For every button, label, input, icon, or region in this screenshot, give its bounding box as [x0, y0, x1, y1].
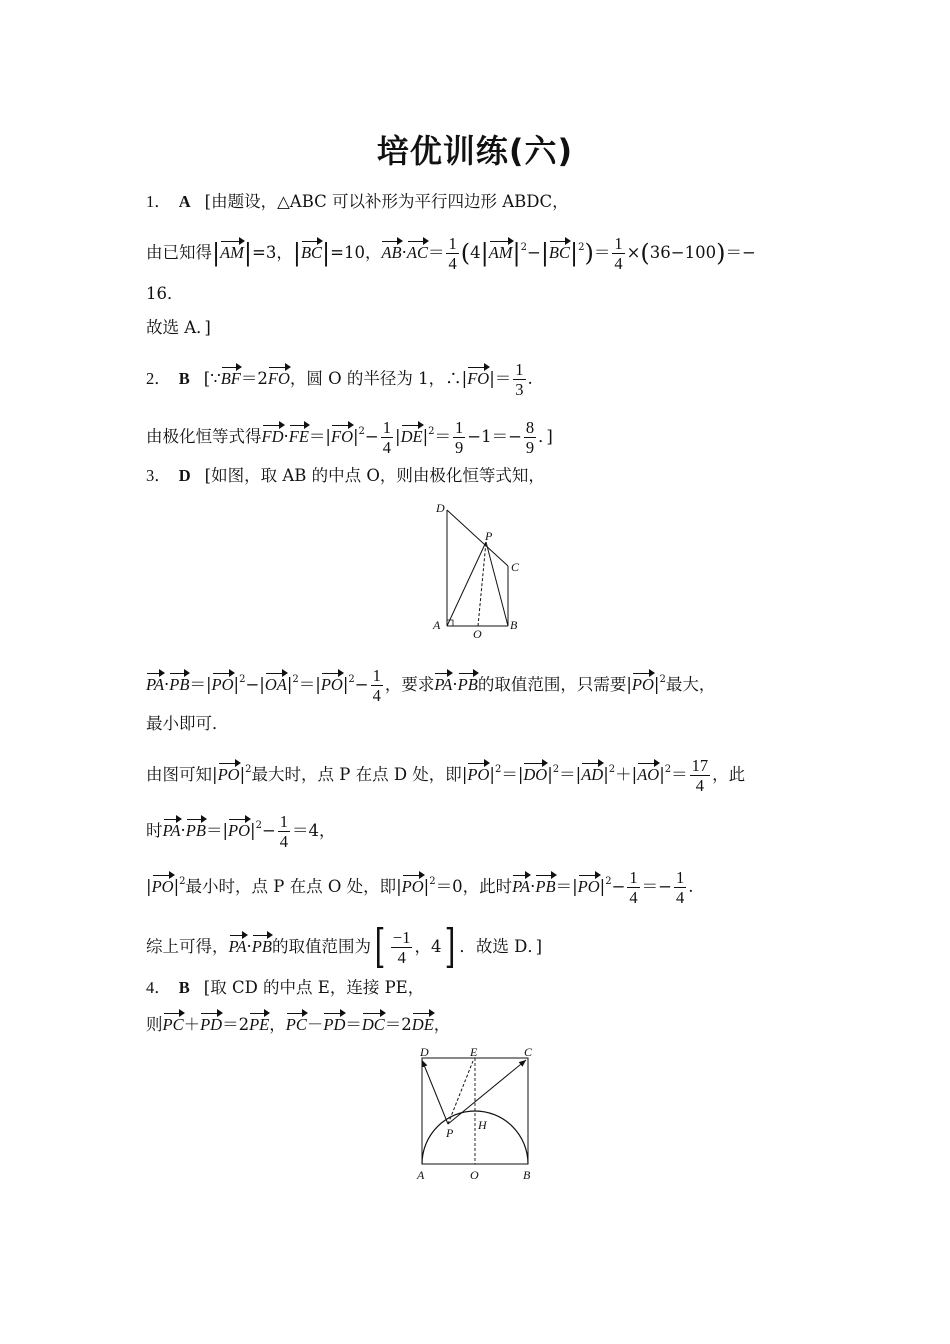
q3-text-2a: ，要求 — [384, 675, 435, 694]
q3-label-d: D — [436, 501, 445, 515]
q3-label-a: A — [433, 618, 441, 632]
q4-label-b: B — [523, 1168, 531, 1182]
q3-text-5b: ＝4， — [292, 821, 336, 840]
q4-text-2a: 则 — [146, 1015, 163, 1034]
q1-line-3: 16． — [146, 284, 184, 303]
q3-text-4b: 最大时，点 P 在点 D 处，即 — [251, 765, 462, 784]
q4-label-o: O — [470, 1168, 479, 1182]
q4-figure — [410, 1046, 540, 1188]
q1-line-4: 故选 A．] — [146, 318, 211, 337]
q2-text-1: 圆 O 的半径为 1，∴ — [306, 369, 462, 388]
q1-line-1 — [146, 190, 569, 214]
q2-number: 2． — [146, 369, 171, 388]
q1-line-2: 由已知得|AM|=3，|BC|=10，AB·AC＝ $\frac{1}{4}$ $(4|AM|^2-|BC|^2)=$ $\frac{1}{4}$ ×(36−100)＝− — [146, 234, 756, 273]
q3-line-6: $|PO|^2$最小时，点 P 在点 O 处，即$|PO|^2=0$，此时$PA\cdot PB=|PO|^2-$ $\frac{1}{4}$ ＝− $\frac{1}{4}$ . — [146, 868, 694, 907]
q3-figure — [426, 498, 526, 642]
q4-label-c: C — [524, 1046, 533, 1059]
q3-text-5a: 时 — [146, 821, 163, 840]
q3-line-5: 时$PA\cdot PB=|PO|^2-$ $\frac{1}{4}$ ＝4， — [146, 812, 336, 851]
q1-number: 1． — [146, 192, 171, 211]
q3-text-2c: 最大， — [665, 675, 716, 694]
q4-label-e: E — [470, 1046, 478, 1059]
q4-answer: B — [178, 978, 190, 997]
q3-text-2b: 的取值范围，只需要 — [477, 675, 627, 694]
q3-text-7c: ．故选 D．] — [459, 937, 543, 956]
q3-label-p: P — [485, 529, 493, 543]
q4-label-p: P — [446, 1126, 454, 1140]
q3-line-4: 由图可知$|PO|^2$最大时，点 P 在点 D 处，即$|PO|^2=|DO|^2=|AD|^2+|AO|^2=$ $\frac{17}{4}$ ，此 — [146, 756, 746, 795]
q4-line-1 — [146, 976, 424, 1000]
q1-answer: A — [178, 192, 191, 211]
q1-text-bc: =10， — [330, 243, 382, 262]
q3-line-3: 最小即可． — [146, 714, 229, 733]
q4-label-h: H — [478, 1118, 487, 1132]
page-title: 培优训练(六) — [376, 132, 574, 170]
q3-text-4a: 由图可知 — [146, 765, 212, 784]
q4-number: 4． — [146, 978, 171, 997]
q2-answer: B — [178, 369, 190, 388]
q3-text-7a: 综上可得， — [146, 937, 229, 956]
q3-text-6a: 最小时，点 P 在点 O 处，即 — [185, 877, 397, 896]
q1-text-2-prefix: 由已知得 — [146, 243, 212, 262]
q2-text-2-prefix: 由极化恒等式得 — [146, 427, 262, 446]
q1-text-1: [由题设，△ABC 可以补形为平行四边形 ABDC， — [204, 192, 569, 211]
q1-text-am: =3， — [252, 243, 293, 262]
q4-line-2: 则PC＋PD＝2PE，PC－PD＝DC＝2DE， — [146, 1010, 450, 1037]
q4-text-1: [取 CD 的中点 E，连接 PE， — [203, 978, 425, 997]
q1-result: ＝− — [725, 243, 756, 262]
q3-line-1 — [146, 464, 545, 488]
q3-text-4c: ，此 — [712, 765, 746, 784]
q2-line-2: 由极化恒等式得$FD\cdot FE=|FO|^2-$ $\frac{1}{4}$ $|DE|^2=$ $\frac{1}{9}$ −1＝− $\frac{8}{9}$ ．] — [146, 418, 553, 457]
q2-end: ．] — [538, 427, 553, 446]
q3-line-2: $PA\cdot PB=|PO|^2-|OA|^2=|PO|^2-$ $\frac{1}{4}$ ，要求PA·PB的取值范围，只需要$|PO|^2$最大， — [146, 666, 716, 705]
q3-label-c: C — [511, 560, 520, 574]
q2-line-1: 2． B [∵BF＝2FO，圆 O 的半径为 1，∴|FO|＝ $\frac{1}{3}$ . — [146, 360, 533, 399]
q3-text-7b: 的取值范围为 — [271, 937, 371, 956]
q3-line-7: 综上可得，PA·PB的取值范围为[ $\frac{-1}{4}$ ，4] ．故选 D．] — [146, 919, 543, 973]
q3-label-b: B — [510, 618, 518, 632]
q3-answer: D — [178, 466, 191, 485]
q4-label-a: A — [417, 1168, 425, 1182]
q3-number: 3． — [146, 466, 171, 485]
q3-label-o: O — [473, 627, 482, 641]
q3-text-6b: ＝0，此时 — [435, 877, 513, 896]
q4-label-d: D — [420, 1046, 429, 1059]
q3-text-1: [如图，取 AB 的中点 O，则由极化恒等式知， — [204, 466, 545, 485]
